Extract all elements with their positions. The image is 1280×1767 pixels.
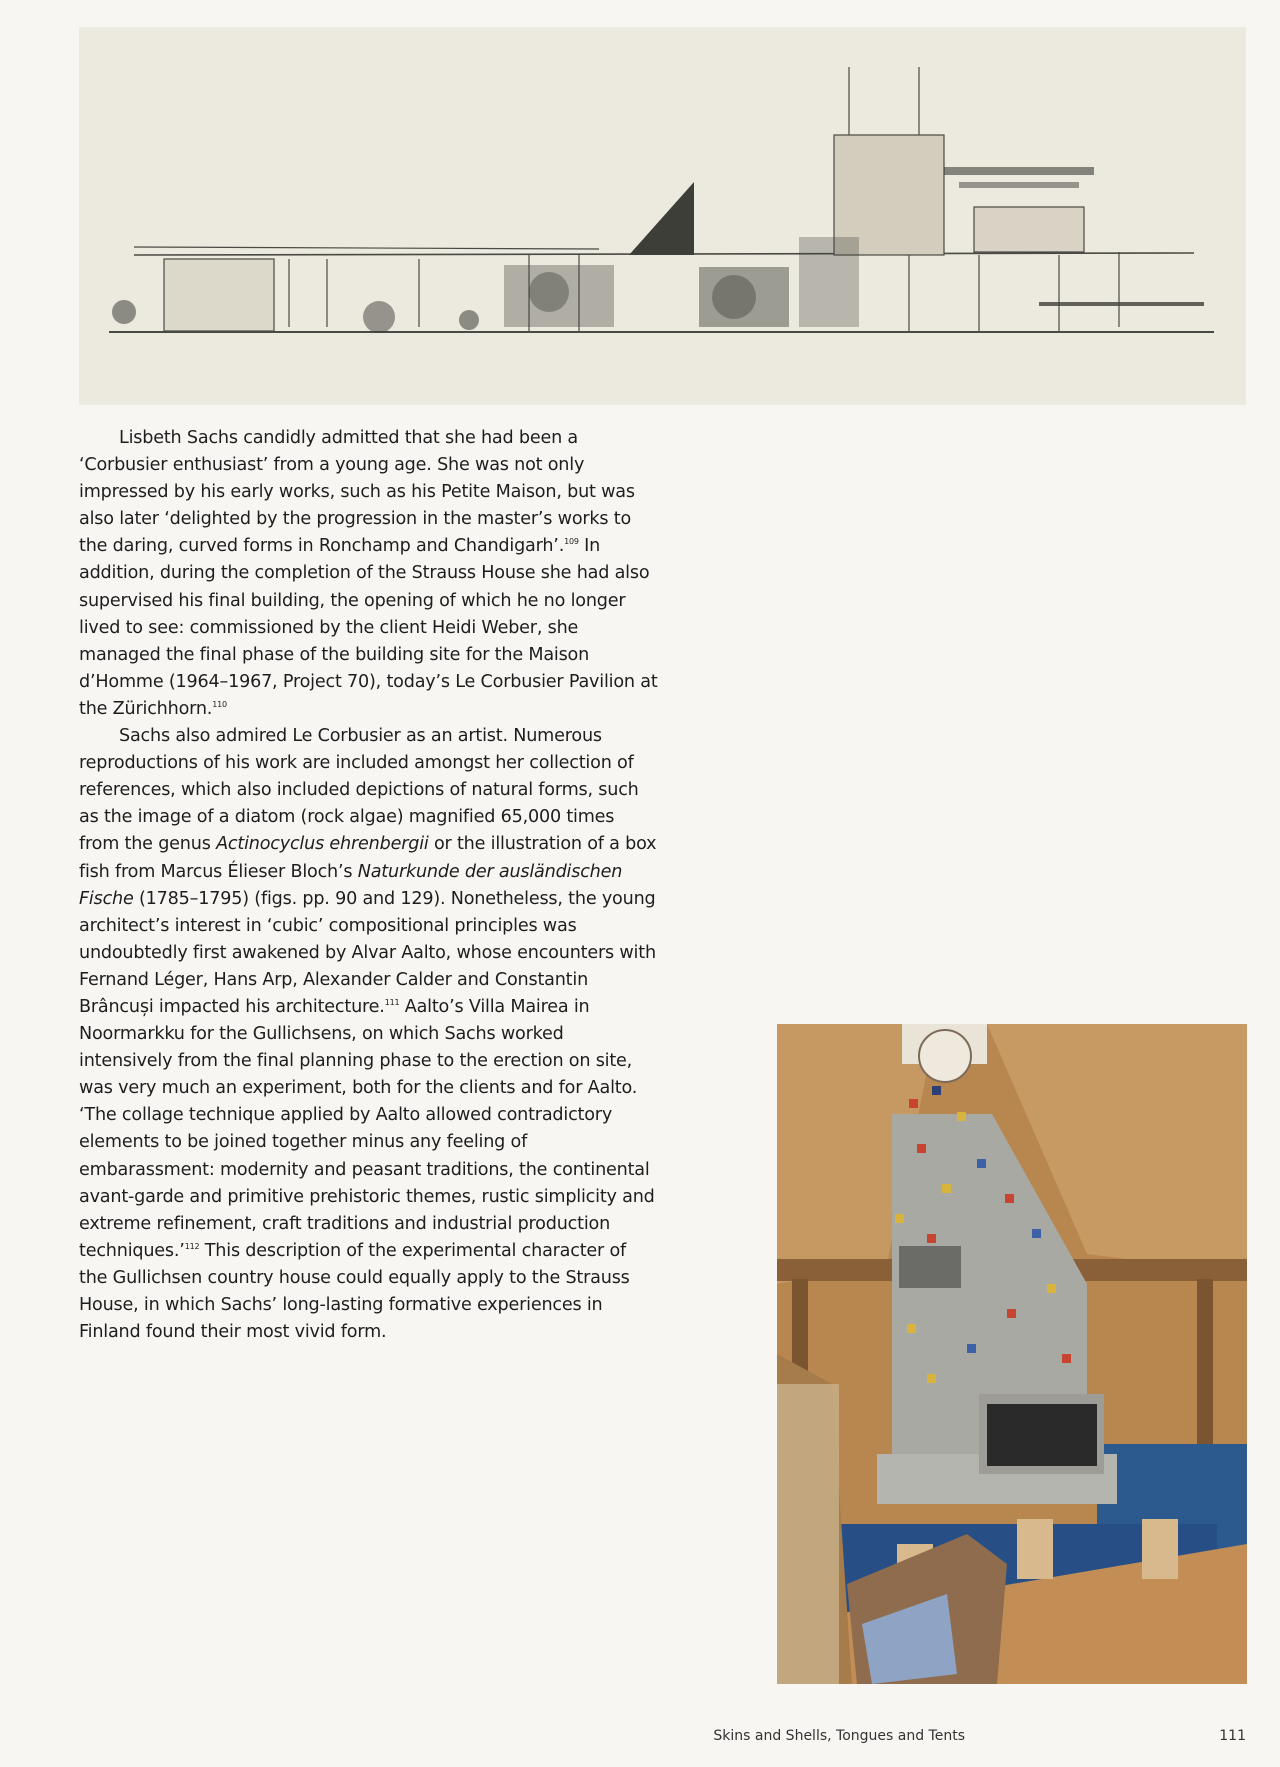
paragraph-text: (1785–1795) (figs. pp. 90 and 129). Nonetheless, the young architect’s interest in ‘cubic’ compositional principles was undoubtedly first awakened by Alvar Aalto, whose encounters with Fernand Léger, Hans Arp, Alexander Calder and Constantin Brâncuși impacted his architecture. (79, 888, 656, 1017)
fireplace-interior-photo (777, 1024, 1247, 1684)
running-title: Skins and Shells, Tongues and Tents (713, 1728, 965, 1744)
paragraph-text: In addition, during the completion of the Strauss House she had also supervised his final building, the opening of which he no longer lived to see: commissioned by the client Heidi Weber, she managed the final phase of the building site for the Maison d’Homme (1964–1967, Project 70), today’s Le Corbusier Pavilion at the Zürichhorn. (79, 536, 658, 719)
paragraph (79, 723, 659, 1346)
paragraph-text: or the illustration of a box fish from Marcus Élieser Bloch’s (79, 834, 657, 882)
footnote-ref: 110 (212, 700, 227, 710)
page-number: 111 (1219, 1728, 1246, 1744)
footnote-ref: 112 (184, 1241, 200, 1251)
architectural-elevation-sketch (79, 27, 1246, 405)
italic-species-name: Actinocyclus ehrenbergii (216, 834, 429, 855)
italic-book-title: Naturkunde der ausländischen Fische (79, 861, 623, 909)
paragraph-text: Sachs also admired Le Corbusier as an artist. Numerous reproductions of his work are included amongst her collection of references, which also included depictions of natural forms, such as the image of a diatom (rock algae) magnified 65,000 times from the genus (79, 726, 639, 855)
paragraph (79, 425, 659, 723)
paragraph-text: Lisbeth Sachs candidly admitted that she had been a ‘Corbusier enthusiast’ from a young age. She was not only impressed by his early works, such as his Petite Maison, but was also later ‘delighted by the progression in the master’s works to the daring, curved forms in Ronchamp and Chandigarh’. (79, 428, 635, 557)
footnote-ref: 109 (564, 537, 579, 547)
footnote-ref: 111 (384, 998, 400, 1008)
main-text-column (79, 425, 659, 1346)
paragraph-text: This description of the experimental character of the Gullichsen country house could equally apply to the Strauss House, in which Sachs’ long-lasting formative experiences in Finland found their most vivid form. (79, 1240, 630, 1343)
paragraph-text: Aalto’s Villa Mairea in Noormarkku for the Gullichsens, on which Sachs worked intensively from the final planning phase to the erection on site, was very much an experiment, both for the clients and for Aalto. ‘The collage technique applied by Aalto allowed contradictory elements to be joined together minus any feeling of embarassment: modernity and peasant traditions, the continental avant-garde and primitive prehistoric themes, rustic simplicity and extreme refinement, craft traditions and industrial production techniques.’ (79, 996, 655, 1261)
